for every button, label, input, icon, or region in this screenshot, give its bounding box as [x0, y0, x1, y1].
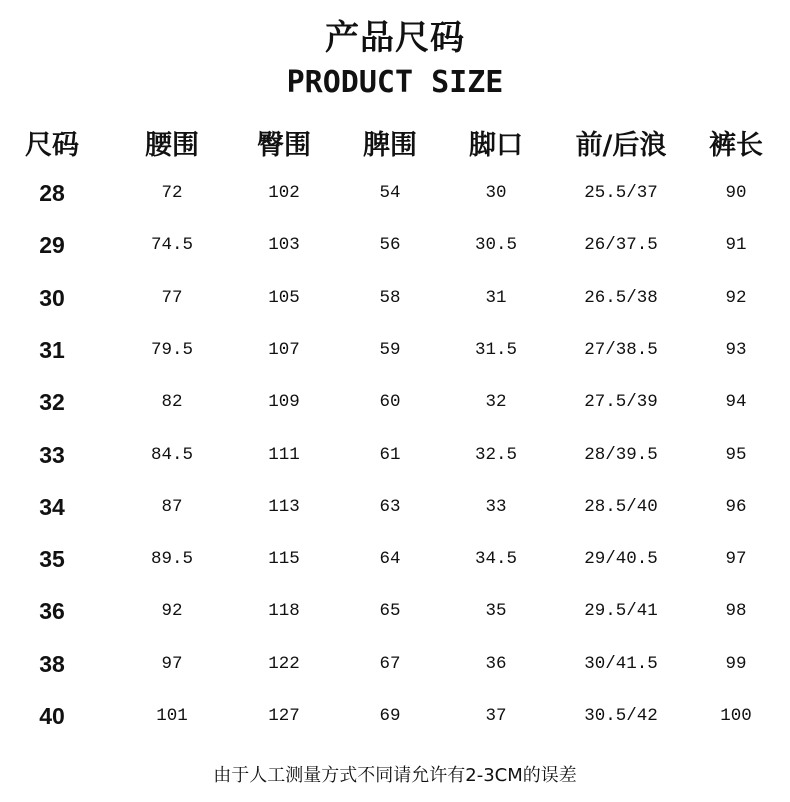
cell-size: 30	[39, 284, 65, 311]
cell-length: 90	[725, 183, 747, 203]
cell-length: 96	[725, 496, 747, 517]
cell-front-back-rise: 27/38.5	[584, 339, 658, 360]
cell-waist: 72	[161, 183, 183, 203]
cell-thigh: 58	[379, 287, 401, 308]
cell-leg-opening: 36	[485, 653, 507, 674]
cell-length: 97	[725, 549, 747, 570]
cell-size: 35	[39, 546, 65, 573]
column-header-thigh: 脾围	[363, 130, 417, 161]
column-header-leg-opening: 脚口	[469, 130, 523, 161]
cell-hip: 127	[268, 706, 300, 726]
table-row	[0, 382, 790, 422]
cell-size: 40	[39, 703, 65, 729]
cell-leg-opening: 33	[485, 496, 507, 517]
cell-front-back-rise: 27.5/39	[584, 392, 658, 413]
table-row	[0, 435, 790, 475]
cell-hip: 105	[268, 287, 300, 308]
table-row	[0, 591, 790, 631]
cell-hip: 115	[268, 549, 300, 570]
cell-front-back-rise: 30.5/42	[584, 706, 658, 726]
cell-hip: 111	[268, 444, 300, 465]
table-row	[0, 330, 790, 370]
cell-thigh: 65	[379, 601, 401, 622]
cell-thigh: 63	[379, 496, 401, 517]
cell-length: 92	[725, 287, 747, 308]
cell-leg-opening: 31	[485, 287, 507, 308]
cell-length: 93	[725, 339, 747, 360]
cell-leg-opening: 37	[485, 706, 507, 726]
cell-waist: 84.5	[150, 444, 193, 465]
table-row	[0, 225, 790, 265]
cell-front-back-rise: 26.5/38	[584, 287, 658, 308]
table-row	[0, 696, 790, 736]
cell-front-back-rise: 30/41.5	[584, 653, 658, 674]
cell-front-back-rise: 28/39.5	[584, 444, 658, 465]
cell-hip: 103	[268, 235, 300, 256]
column-header-size: 尺码	[25, 130, 79, 161]
cell-thigh: 69	[379, 706, 401, 726]
cell-size: 28	[39, 180, 65, 206]
cell-size: 32	[39, 389, 65, 416]
chart-subtitle: PRODUCT SIZE	[286, 65, 504, 100]
cell-length: 98	[725, 601, 747, 622]
cell-leg-opening: 31.5	[474, 339, 517, 360]
cell-waist: 89.5	[150, 549, 193, 570]
cell-front-back-rise: 29.5/41	[584, 601, 658, 622]
table-row	[0, 539, 790, 579]
cell-waist: 87	[161, 496, 183, 517]
cell-waist: 82	[161, 392, 183, 413]
table-row	[0, 487, 790, 527]
cell-thigh: 64	[379, 549, 401, 570]
cell-hip: 107	[268, 339, 300, 360]
cell-hip: 102	[268, 183, 300, 203]
cell-leg-opening: 30	[485, 183, 507, 203]
cell-waist: 101	[156, 706, 188, 726]
chart-title: 产品尺码	[325, 18, 465, 58]
cell-size: 34	[39, 493, 65, 520]
cell-size: 33	[39, 441, 65, 468]
cell-leg-opening: 34.5	[474, 549, 517, 570]
column-header-front-back-rise: 前/后浪	[575, 130, 667, 161]
cell-waist: 97	[161, 653, 183, 674]
cell-thigh: 67	[379, 653, 401, 674]
cell-leg-opening: 35	[485, 601, 507, 622]
column-header-hip: 臀围	[257, 130, 311, 161]
cell-leg-opening: 32.5	[474, 444, 517, 465]
column-header-length: 裤长	[709, 130, 763, 161]
cell-front-back-rise: 29/40.5	[584, 549, 658, 570]
cell-waist: 74.5	[150, 235, 193, 256]
cell-size: 29	[39, 232, 65, 259]
cell-thigh: 54	[379, 183, 401, 203]
cell-front-back-rise: 25.5/37	[584, 183, 658, 203]
cell-waist: 79.5	[150, 339, 193, 360]
table-row	[0, 644, 790, 684]
table-row	[0, 278, 790, 318]
cell-leg-opening: 30.5	[474, 235, 517, 256]
cell-front-back-rise: 28.5/40	[584, 496, 658, 517]
cell-waist: 77	[161, 287, 183, 308]
cell-length: 91	[725, 235, 747, 256]
cell-length: 100	[720, 706, 752, 726]
cell-thigh: 61	[379, 444, 401, 465]
cell-length: 95	[725, 444, 747, 465]
footnote: 由于人工测量方式不同请允许有2-3CM的误差	[213, 765, 577, 786]
column-header-waist: 腰围	[145, 130, 199, 161]
cell-length: 94	[725, 392, 747, 413]
cell-thigh: 59	[379, 339, 401, 360]
cell-size: 36	[39, 598, 65, 625]
cell-thigh: 60	[379, 392, 401, 413]
cell-thigh: 56	[379, 235, 401, 256]
cell-hip: 109	[268, 392, 300, 413]
cell-leg-opening: 32	[485, 392, 507, 413]
cell-waist: 92	[161, 601, 183, 622]
cell-hip: 122	[268, 653, 300, 674]
table-header-row	[0, 126, 790, 166]
table-row	[0, 173, 790, 213]
cell-front-back-rise: 26/37.5	[584, 235, 658, 256]
cell-size: 31	[39, 336, 65, 363]
cell-size: 38	[39, 650, 65, 677]
cell-hip: 118	[268, 601, 300, 622]
cell-hip: 113	[268, 496, 300, 517]
cell-length: 99	[725, 653, 747, 674]
